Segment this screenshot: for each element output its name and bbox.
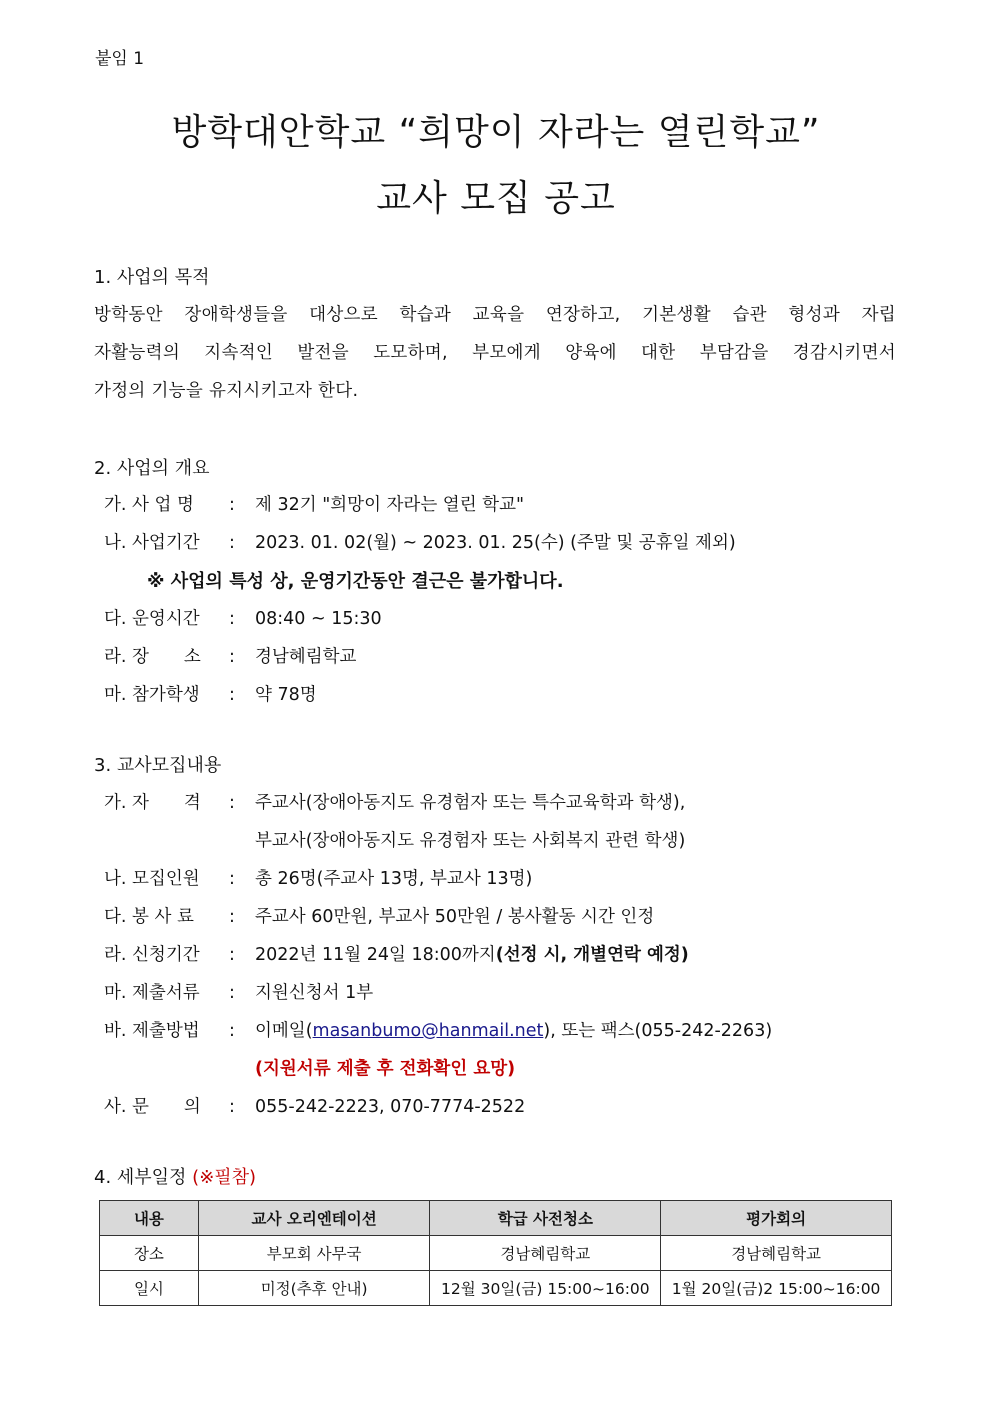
purpose-line-1: 방학동안 장애학생들을 대상으로 학습과 교육을 연장하고, 기본생활 습관 형성과 자립 (94, 305, 896, 325)
colon: : (229, 647, 235, 667)
table-cell: 1월 20일(금)2 15:00~16:00 (661, 1271, 892, 1306)
item-value: 2023. 01. 02(월) ~ 2023. 01. 25(수) (주말 및 공휴일 제외) (255, 533, 736, 553)
recruit-qualification (104, 789, 685, 814)
qualification-line-2: 부교사(장애아동지도 유경험자 또는 사회복지 관련 학생) (255, 831, 686, 851)
colon: : (229, 869, 235, 889)
item-value: 055-242-2223, 070-7774-2522 (255, 1097, 526, 1117)
item-label: 마. 제출서류 (104, 983, 200, 1003)
purpose-line-3: 가정의 기능을 유지시키고자 한다. (94, 381, 359, 401)
item-label: 바. 제출방법 (104, 1021, 200, 1041)
table-cell: 12월 30일(금) 15:00~16:00 (430, 1271, 661, 1306)
title-line-1: 방학대안학교 “희망이 자라는 열린학교” (171, 112, 821, 153)
section4-heading (94, 1163, 256, 1189)
schedule-table (99, 1200, 892, 1306)
table-row (100, 1236, 892, 1271)
colon: : (229, 1021, 235, 1041)
required-mark: (※필참) (192, 1167, 257, 1188)
table-header: 평가회의 (661, 1201, 892, 1236)
item-label: 다. 운영시간 (104, 609, 200, 629)
colon: : (229, 1097, 235, 1117)
item-label: 가. 사 업 명 (104, 495, 194, 515)
colon: : (229, 945, 235, 965)
table-cell: 장소 (100, 1236, 199, 1271)
email-link[interactable]: masanbumo@hanmail.net (312, 1021, 544, 1041)
email-prefix: 이메일( (255, 1021, 313, 1041)
item-label: 나. 사업기간 (104, 533, 200, 553)
fax-text: ), 또는 팩스(055-242-2263) (543, 1021, 773, 1041)
colon: : (229, 685, 235, 705)
phone-confirm-note: (지원서류 제출 후 전화확인 요망) (255, 1059, 516, 1079)
item-label: 라. 장 소 (104, 647, 201, 667)
colon: : (229, 609, 235, 629)
colon: : (229, 793, 235, 813)
table-cell: 미정(추후 안내) (198, 1271, 430, 1306)
item-value: 08:40 ~ 15:30 (255, 609, 382, 629)
table-row (100, 1271, 892, 1306)
table-header: 교사 오리엔테이션 (198, 1201, 430, 1236)
section3-heading: 3. 교사모집내용 (94, 755, 222, 776)
recruit-count (104, 865, 532, 890)
overview-item-name (104, 491, 524, 516)
attachment-label: 붙임 1 (95, 49, 145, 69)
table-cell: 경남혜림학교 (661, 1236, 892, 1271)
item-value: 2022년 11월 24일 18:00까지 (255, 945, 496, 965)
purpose-line-2: 자활능력의 지속적인 발전을 도모하며, 부모에게 양육에 대한 부담감을 경감시키면서 (94, 343, 896, 363)
item-value: 주교사 60만원, 부교사 50만원 / 봉사활동 시간 인정 (255, 907, 655, 927)
colon: : (229, 983, 235, 1003)
title-line-2: 교사 모집 공고 (376, 178, 616, 219)
item-value: 약 78명 (255, 685, 317, 705)
table-cell: 부모회 사무국 (198, 1236, 430, 1271)
colon: : (229, 533, 235, 553)
absence-note: ※ 사업의 특성 상, 운영기간동안 결근은 불가합니다. (147, 571, 564, 592)
overview-item-students (104, 681, 317, 706)
section1-heading: 1. 사업의 목적 (94, 267, 210, 288)
item-label: 가. 자 격 (104, 793, 201, 813)
table-header: 내용 (100, 1201, 199, 1236)
recruit-docs (104, 979, 373, 1004)
item-label: 라. 신청기간 (104, 945, 200, 965)
overview-item-hours (104, 605, 382, 630)
table-cell: 경남혜림학교 (430, 1236, 661, 1271)
table-header: 학급 사전청소 (430, 1201, 661, 1236)
recruit-inquiry (104, 1093, 525, 1118)
overview-item-place (104, 643, 356, 668)
colon: : (229, 907, 235, 927)
recruit-pay (104, 903, 654, 928)
item-value: 주교사(장애아동지도 유경험자 또는 특수교육학과 학생), (255, 793, 686, 813)
item-label: 사. 문 의 (104, 1097, 201, 1117)
overview-item-period (104, 529, 736, 554)
item-value: 지원신청서 1부 (255, 983, 374, 1003)
item-value: 제 32기 "희망이 자라는 열린 학교" (255, 495, 525, 515)
item-value: 경남혜림학교 (255, 647, 357, 667)
table-header-row (100, 1201, 892, 1236)
section4-title: 4. 세부일정 (94, 1167, 193, 1188)
item-value: 총 26명(주교사 13명, 부교사 13명) (255, 869, 533, 889)
item-label: 다. 봉 사 료 (104, 907, 194, 927)
recruit-method (104, 1017, 772, 1042)
colon: : (229, 495, 235, 515)
table-cell: 일시 (100, 1271, 199, 1306)
item-label: 마. 참가학생 (104, 685, 200, 705)
selection-contact-note: (선정 시, 개별연락 예정) (495, 945, 689, 965)
section2-heading: 2. 사업의 개요 (94, 458, 210, 479)
item-label: 나. 모집인원 (104, 869, 200, 889)
recruit-period (104, 941, 689, 966)
